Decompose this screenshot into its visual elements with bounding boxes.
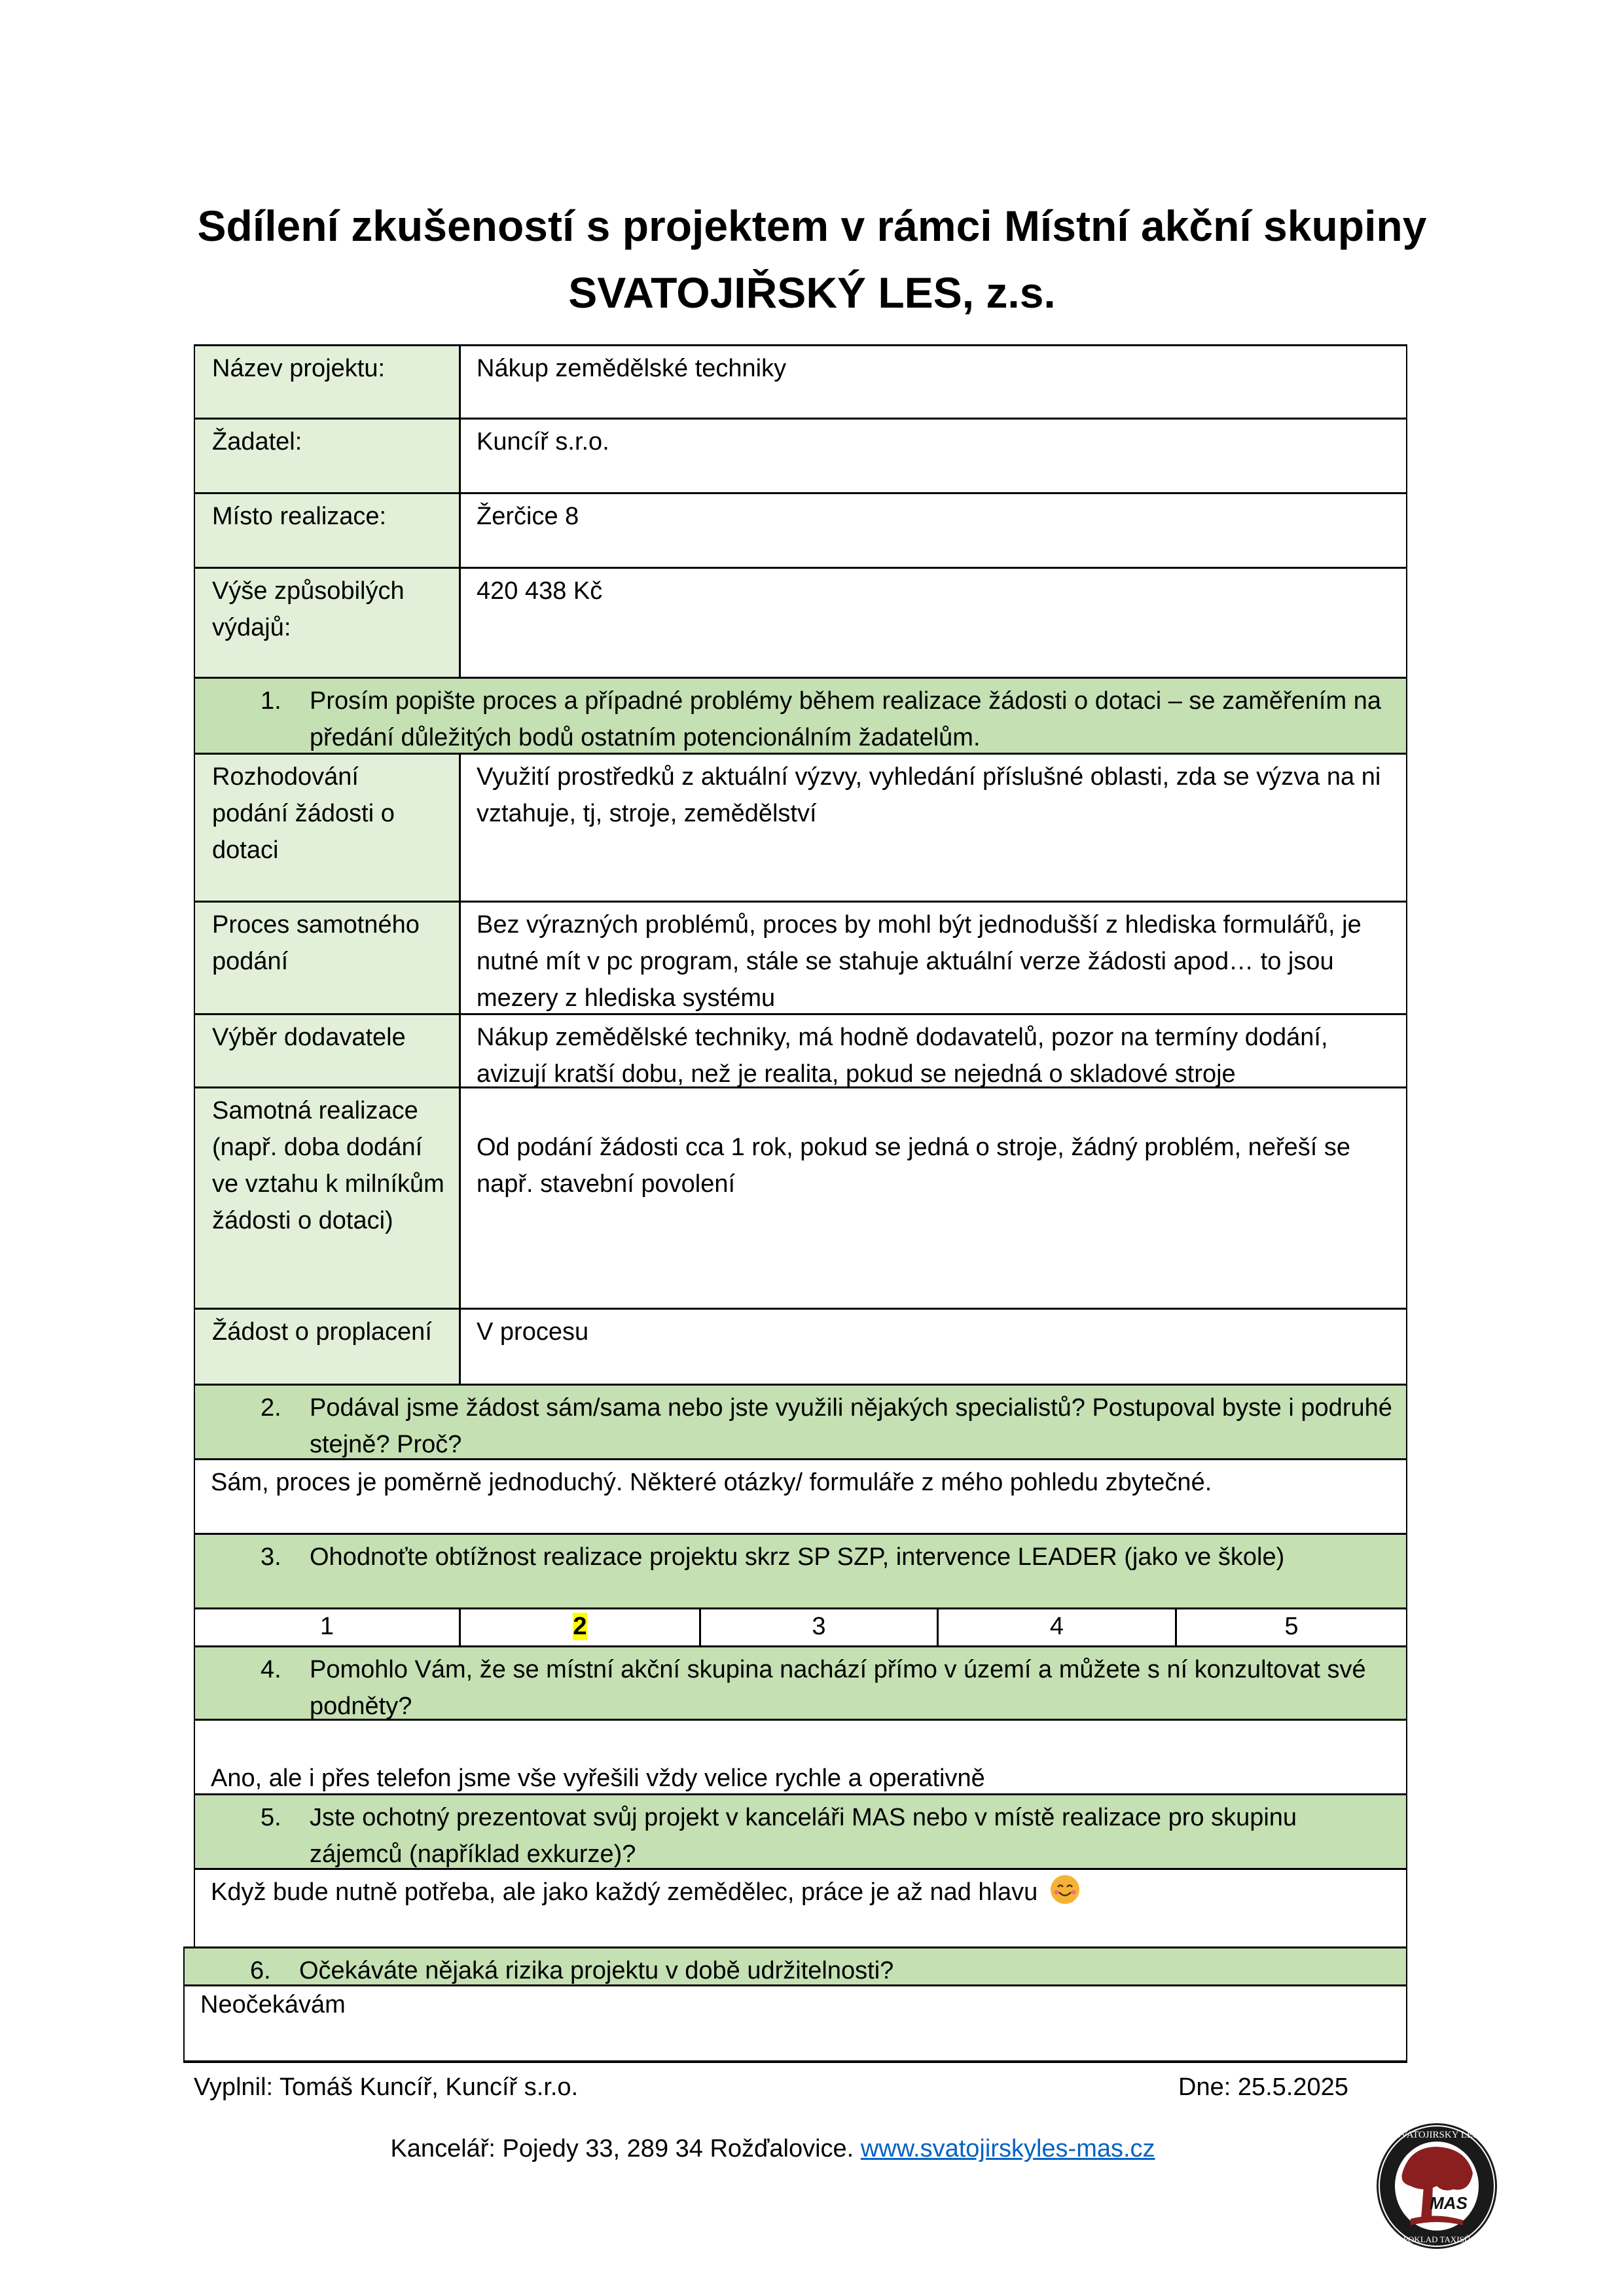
q1-value: Využití prostředků z aktuální výzvy, vyhledání příslušné oblasti, zda se výzva na ni vztahuje, tj, stroje, zemědělství xyxy=(461,755,1407,901)
info-value: Žerčice 8 xyxy=(461,494,1407,567)
q1-label: Proces samotného podání xyxy=(194,903,461,1013)
rating-option-1[interactable]: 1 xyxy=(194,1609,461,1645)
document-title-line-2: SVATOJIŘSKÝ LES, z.s. xyxy=(568,268,1056,317)
q1-row-submission xyxy=(194,901,1407,1013)
question-number: 3. xyxy=(261,1543,281,1571)
answer-cell xyxy=(194,1870,1407,1946)
info-row-project-name xyxy=(194,344,1407,418)
logo-top-text: SVATOJIRSKY LES xyxy=(1395,2130,1479,2140)
info-label: Žadatel: xyxy=(194,420,461,492)
info-label: Místo realizace: xyxy=(194,494,461,567)
q1-value: Bez výrazných problémů, proces by mohl být jednodušší z hlediska formulářů, je nutné mít v pc program, stále se stahuje aktuální verze žádosti apod… to jsou mezery z hlediska systému xyxy=(461,903,1407,1013)
fill-date: Dne: 25.5.2025 xyxy=(1178,2073,1348,2101)
info-row-location xyxy=(194,492,1407,567)
info-label: Výše způsobilých výdajů: xyxy=(194,569,461,677)
info-value: Nákup zemědělské techniky xyxy=(461,346,1407,418)
question-1-header xyxy=(194,677,1407,753)
question-6-answer xyxy=(183,1984,1407,2060)
info-value: 420 438 Kč xyxy=(461,569,1407,677)
question-2-answer xyxy=(194,1458,1407,1533)
q1-row-decision xyxy=(194,753,1407,901)
question-text: Pomohlo Vám, že se místní akční skupina nachází přímo v území a můžete s ní konzultovat své podněty? xyxy=(310,1656,1366,1720)
rating-option-4[interactable]: 4 xyxy=(939,1609,1177,1645)
question-text: Podával jsme žádost sám/sama nebo jste využili nějakých specialistů? Postupoval byste i podruhé stejně? Proč? xyxy=(310,1394,1392,1458)
answer-text: Ano, ale i přes telefon jsme vše vyřešili vždy velice rychle a operativně xyxy=(194,1721,1407,1793)
answer-text: Když bude nutně potřeba, ale jako každý zemědělec, práce je až nad hlavu xyxy=(211,1878,1038,1906)
q1-label: Výběr dodavatele xyxy=(194,1015,461,1086)
q1-value: Nákup zemědělské techniky, má hodně dodavatelů, pozor na termíny dodání, avizují kratší dobu, než je realita, pokud se nejedná o skladové stroje xyxy=(461,1015,1407,1086)
table-bottom-border xyxy=(183,2060,1407,2063)
question-number: 6. xyxy=(250,1957,271,1984)
info-label: Název projektu: xyxy=(194,346,461,418)
question-4-header xyxy=(194,1645,1407,1719)
question-3-header xyxy=(194,1533,1407,1607)
info-row-eligible-costs xyxy=(194,567,1407,677)
question-text: Jste ochotný prezentovat svůj projekt v kanceláři MAS nebo v místě realizace pro skupinu zájemců (například exkurze)? xyxy=(310,1804,1297,1868)
answer-text: Sám, proces je poměrně jednoduchý. Některé otázky/ formuláře z mého pohledu zbytečné. xyxy=(194,1460,1407,1533)
question-number: 5. xyxy=(261,1804,281,1831)
question-text: Prosím popište proces a případné problémy během realizace žádosti o dotaci – se zaměřením na předání důležitých bodů ostatním potencionálním žadatelům. xyxy=(310,687,1381,751)
answer-text: Neočekávám xyxy=(183,1986,1407,2060)
question-number: 2. xyxy=(261,1394,281,1422)
question-5-answer xyxy=(194,1868,1407,1946)
rating-option-2-selected[interactable]: 2 xyxy=(461,1609,701,1645)
question-4-answer xyxy=(194,1719,1407,1793)
q1-label: Rozhodování podání žádosti o dotaci xyxy=(194,755,461,901)
question-number: 4. xyxy=(261,1656,281,1683)
mas-svatojirsky-les-logo xyxy=(1371,2121,1502,2251)
document-title-line-1: Sdílení zkušeností s projektem v rámci Místní akční skupiny xyxy=(197,202,1427,250)
rating-option-3[interactable]: 3 xyxy=(701,1609,939,1645)
question-5-header xyxy=(194,1793,1407,1868)
question-text: Očekáváte nějaká rizika projektu v době udržitelnosti? xyxy=(299,1957,894,1984)
question-text: Ohodnoťte obtížnost realizace projektu skrz SP SZP, intervence LEADER (jako ve škole) xyxy=(310,1543,1285,1571)
rating-option-5[interactable]: 5 xyxy=(1177,1609,1407,1645)
office-address: Kancelář: Pojedy 33, 289 34 Rožďalovice. xyxy=(390,2135,854,2162)
q1-value: Od podání žádosti cca 1 rok, pokud se jedná o stroje, žádný problém, neřeší se např. stavební povolení xyxy=(461,1088,1407,1308)
logo-center-text: MAS xyxy=(1430,2193,1468,2213)
info-row-applicant xyxy=(194,418,1407,492)
website-link[interactable]: www.svatojirskyles-mas.cz xyxy=(860,2135,1155,2162)
question-2-header xyxy=(194,1384,1407,1458)
q1-value: V procesu xyxy=(461,1310,1407,1384)
q1-row-supplier xyxy=(194,1013,1407,1086)
question-6-header xyxy=(183,1946,1407,1984)
q1-label: Žádost o proplacení xyxy=(194,1310,461,1384)
q1-row-payment-request xyxy=(194,1308,1407,1384)
q1-row-realization xyxy=(194,1086,1407,1308)
logo-bottom-text: POKLAD TAXISŮ xyxy=(1403,2234,1471,2244)
filled-by: Vyplnil: Tomáš Kuncíř, Kuncíř s.r.o. xyxy=(194,2073,579,2101)
q1-label: Samotná realizace (např. doba dodání ve vztahu k milníkům žádosti o dotaci) xyxy=(194,1088,461,1308)
smiling-face-emoji-icon xyxy=(1051,1875,1079,1904)
info-value: Kuncíř s.r.o. xyxy=(461,420,1407,492)
difficulty-rating-scale xyxy=(194,1607,1407,1645)
question-number: 1. xyxy=(261,687,281,715)
